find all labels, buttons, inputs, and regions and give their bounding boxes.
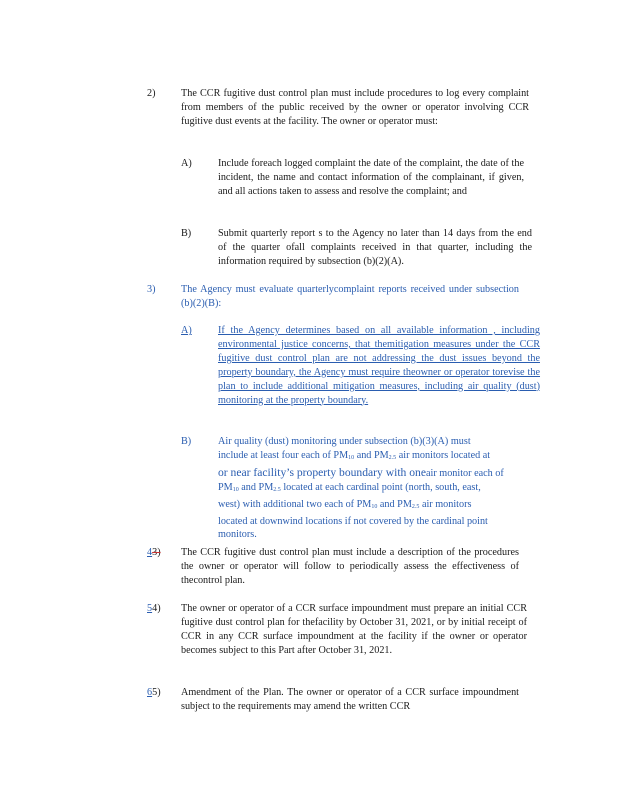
- line-5: west) with additional two each of $PM_{10}$ and $PM_{2.5}$ air monitors: [218, 498, 472, 510]
- line-1: Air quality (dust) monitoring under subsection (b)(3)(A) must: [218, 436, 471, 447]
- subitem-text: Include foreach logged complaint the date of the complaint, the date of the incident, the name and contact information of the complainant, if given, and all actions taken to assess and resolve the complaint; and: [218, 158, 524, 197]
- subitem-text: Submit quarterly report s to the Agency no later than 14 days from the end of the quarter ofall complaints received in that quarter, including the information required by subsection (b)(2)(A).: [218, 228, 532, 267]
- subitem-text-part2: Agency must require theowner or operator torevise the plan to include additional mitigation measures, including air quality (dust) monitoring at the property boundary.: [218, 366, 541, 406]
- item-number: [147, 546, 161, 560]
- item-text: Amendment of the Plan. The owner or operator of a CCR surface impoundment subject to the requirements may amend the written CCR: [181, 687, 519, 712]
- item-number: 2): [147, 88, 156, 99]
- number-deleted: 5): [152, 687, 161, 698]
- number-deleted: 3): [152, 547, 161, 558]
- number-inserted: 5: [147, 603, 153, 614]
- item-number: 3): [147, 284, 156, 295]
- item-number: [147, 686, 161, 700]
- subitem-number: A): [181, 158, 192, 169]
- item-number: [147, 602, 161, 616]
- item-text: The Agency must evaluate quarterlycomplaint reports received under subsection (b)(2)(B):: [181, 284, 519, 309]
- line-6: located at downwind locations if not covered by the cardinal point: [218, 515, 488, 527]
- subitem-number: A): [181, 325, 192, 336]
- subitem-number: B): [181, 436, 192, 447]
- item-text: The owner or operator of a CCR surface impoundment must prepare an initial CCR fugitive dust control plan for thefacility by October 31, 2021, or by initial receipt of CCR in any CCR surface impoundment at the facility if the owner or operator becomes subject to this Part after October 31, 2021.: [181, 603, 527, 656]
- line-3: or near facility’s property boundary with oneair monitor each of: [218, 465, 504, 479]
- number-deleted: 4): [152, 603, 161, 614]
- subitem-number: B): [181, 228, 192, 239]
- line-4: $PM_{10}$ and $PM_{2.5}$ located at each cardinal point (north, south, east,: [218, 481, 481, 493]
- line-2: include at least four each of $PM_{10}$ and $PM_{2.5}$ air monitors located at: [218, 449, 491, 461]
- subitem-text: [218, 435, 544, 542]
- subitem-text-part1: If the Agency determines based on all available information , including environmental justice concerns, that themitigation measures under the CCR fugitive dust control plan are not addressing the dust issues beyond the property boundary, the: [218, 325, 540, 378]
- number-inserted: 6: [147, 687, 153, 698]
- item-text: The CCR fugitive dust control plan must include procedures to log every complaint from members of the public received by the owner or operator involving CCR fugitive dust events at the facility. The owner or operator must:: [181, 88, 529, 127]
- item-text: The CCR fugitive dust control plan must include a description of the procedures the owner or operator will follow to periodically assess the effectiveness of thecontrol plan.: [181, 547, 519, 586]
- number-inserted: 4: [147, 547, 153, 558]
- subitem-text: [218, 324, 540, 407]
- line-7: monitors.: [218, 529, 257, 541]
